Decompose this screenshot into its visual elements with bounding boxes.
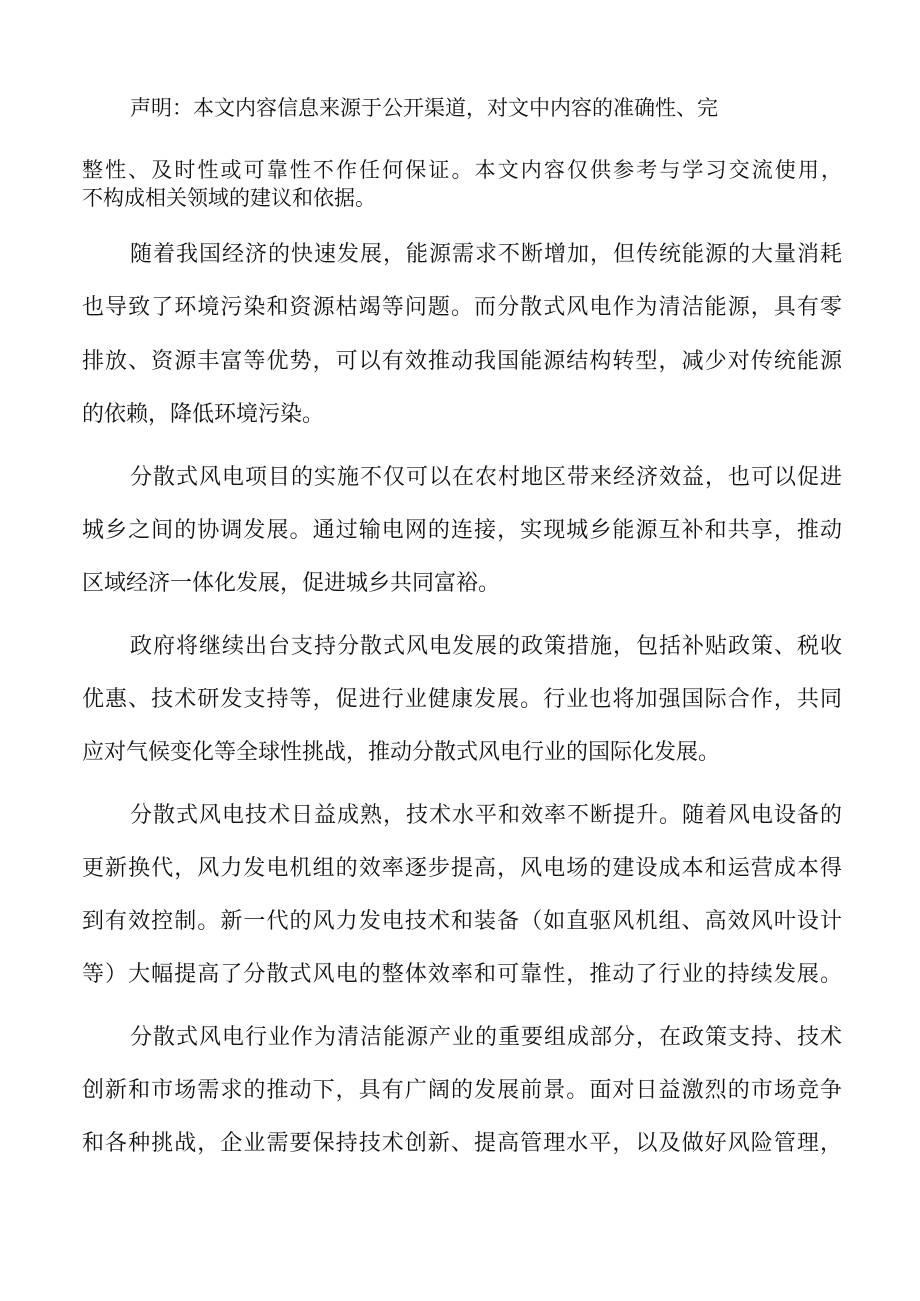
paragraph-1-line-3: 排放、资源丰富等优势，可以有效推动我国能源结构转型，减少对传统能源 (82, 349, 842, 374)
paragraph-4-line-3: 到有效控制。新一代的风力发电技术和装备（如直驱风机组、高效风叶设计 (82, 909, 842, 934)
disclaimer-line-3: 不构成相关领域的建议和依据。 (82, 186, 376, 210)
paragraph-1-line-4: 的依赖，降低环境污染。 (82, 402, 325, 427)
paragraph-2-line-2: 城乡之间的协调发展。通过输电网的连接，实现城乡能源互补和共享，推动 (82, 518, 842, 543)
paragraph-4-line-1: 分散式风电技术日益成熟，技术水平和效率不断提升。随着风电设备的 (130, 803, 842, 828)
paragraph-3-line-2: 优惠、技术研发支持等，促进行业健康发展。行业也将加强国际合作，共同 (82, 687, 842, 712)
disclaimer-line-1: 声明：本文内容信息来源于公开渠道，对文中内容的准确性、完 (130, 96, 718, 120)
paragraph-4-line-2: 更新换代，风力发电机组的效率逐步提高，风电场的建设成本和运营成本得 (82, 856, 842, 881)
paragraph-5-line-2: 创新和市场需求的推动下，具有广阔的发展前景。面对日益激烈的市场竞争 (82, 1078, 842, 1103)
paragraph-3-line-3: 应对气候变化等全球性挑战，推动分散式风电行业的国际化发展。 (82, 740, 721, 765)
paragraph-5-line-1: 分散式风电行业作为清洁能源产业的重要组成部分，在政策支持、技术 (130, 1025, 842, 1050)
paragraph-2-line-3: 区域经济一体化发展，促进城乡共同富裕。 (82, 571, 501, 596)
paragraph-2-line-1: 分散式风电项目的实施不仅可以在农村地区带来经济效益，也可以促进 (130, 465, 842, 490)
paragraph-3-line-1: 政府将继续出台支持分散式风电发展的政策措施，包括补贴政策、税收 (130, 634, 842, 659)
paragraph-1-line-1: 随着我国经济的快速发展，能源需求不断增加，但传统能源的大量消耗 (130, 242, 842, 267)
disclaimer-line-2: 整性、及时性或可靠性不作任何保证。本文内容仅供参考与学习交流使用， (82, 158, 842, 182)
paragraph-5-line-3: 和各种挑战，企业需要保持技术创新、提高管理水平，以及做好风险管理， (82, 1131, 842, 1156)
paragraph-1-line-2: 也导致了环境污染和资源枯竭等问题。而分散式风电作为清洁能源，具有零 (82, 295, 842, 320)
paragraph-4-line-4: 等）大幅提高了分散式风电的整体效率和可靠性，推动了行业的持续发展。 (82, 962, 842, 987)
